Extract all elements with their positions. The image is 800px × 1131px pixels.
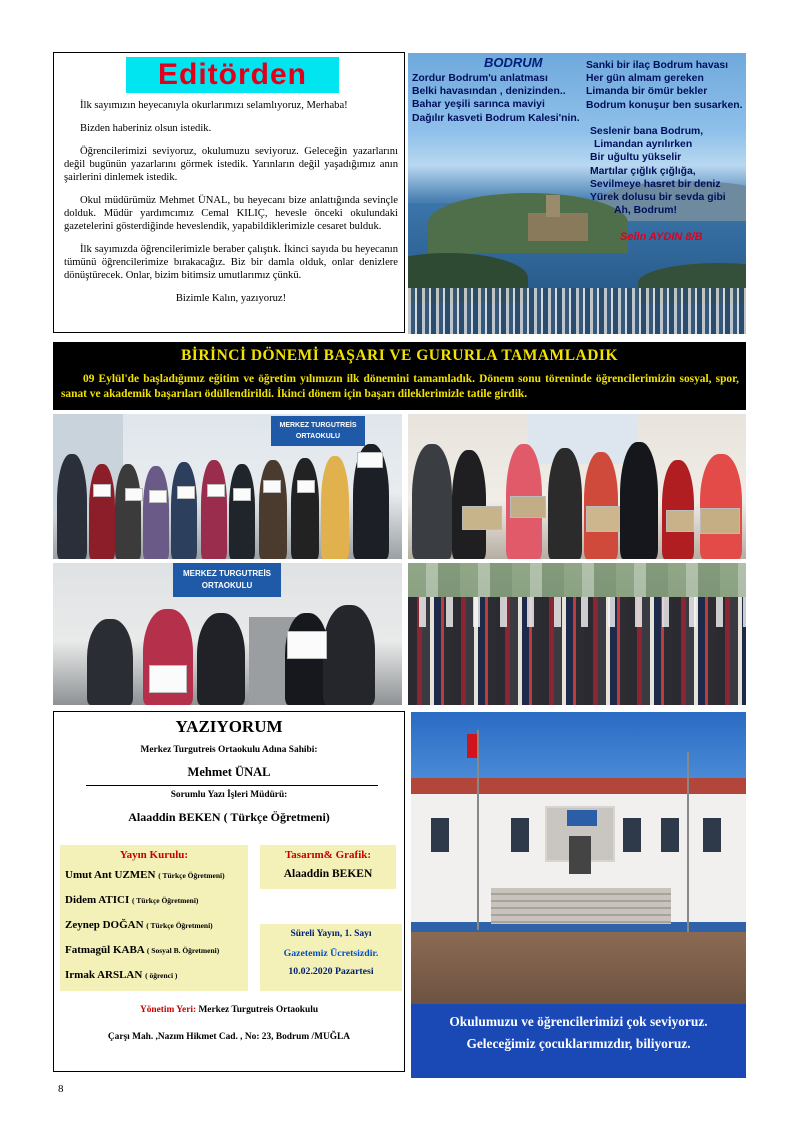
student-figure — [115, 464, 141, 559]
owner-name: Mehmet ÜNAL — [187, 765, 271, 779]
student-figure — [89, 464, 115, 559]
photo-gift-ceremony — [408, 414, 746, 559]
school-sign-board — [567, 810, 597, 826]
board-member: Zeynep DOĞAN ( Türkçe Öğretmeni) — [65, 919, 213, 931]
publication-frequency: Süreli Yayın, 1. Sayı — [290, 929, 372, 939]
student-figure — [197, 613, 245, 705]
board-member: Irmak ARSLAN ( öğrenci ) — [65, 969, 178, 981]
editorial-paragraph: Okul müdürümüz Mehmet ÜNAL, bu heyecanı bize anlattığında sevinçle dolduk. Müdür yardımcımız Cemal KILIÇ, hevesle önceki okulundaki gazetelerini gösterdiğinde heveslendik, yapabildiklerimizle cesaret bulduk. — [64, 195, 398, 232]
harbor-boats — [408, 288, 746, 334]
certificate — [149, 665, 187, 693]
banner-title: BİRİNCİ DÖNEMİ BAŞARI VE GURURLA TAMAMLADIK — [180, 347, 619, 364]
masthead-box — [53, 711, 405, 1072]
photo-students-certificates — [53, 414, 402, 559]
certificate — [149, 490, 167, 503]
banner-line: Geleceğimiz çocuklarımızdır, biliyoruz. — [466, 1036, 691, 1051]
poem-line: Ah, Bodrum! — [614, 205, 677, 217]
gift-package — [510, 496, 546, 518]
poem-line: Limanda bir ömür bekler — [586, 86, 708, 98]
address: Çarşı Mah. ,Nazım Hikmet Cad. , No: 23, Bodrum /MUĞLA — [107, 1032, 351, 1042]
student-figure — [57, 454, 87, 559]
student-figure — [229, 464, 255, 559]
student-figure — [321, 456, 349, 559]
owner-label: Merkez Turgutreis Ortaokulu Adına Sahibi: — [140, 745, 318, 755]
design-name: Alaaddin BEKEN — [283, 868, 373, 880]
turkish-flag — [467, 734, 477, 758]
window — [623, 818, 641, 852]
poem-line: Bodrum konuşur ben susarken. — [586, 99, 743, 111]
gift-package — [700, 508, 740, 534]
certificate — [207, 484, 225, 497]
banner-body: 09 Eylül'de başladığımız eğitim ve öğretim yılımızın ilk dönemini tamamladık. Dönem sonu töreninde öğrencilerimizin sosyal, spor, sanat ve akademik başarıları ödüllendirildi. İkinci dönem için başarı dileklerimizle tatile girdik. — [61, 373, 739, 400]
management-place: Yönetim Yeri: Merkez Turgutreis Ortaokulu — [139, 1005, 319, 1015]
publication-free-note: Gazetemiz Ücretsizdir. — [283, 948, 379, 959]
student-figure — [171, 462, 197, 559]
editorial-paragraph: İlk sayımızın heyecanıyla okurlarımızı selamlıyoruz, Merhaba! — [80, 100, 348, 111]
poem-line: Martılar çığlık çığlığa, — [590, 165, 696, 177]
editorial-box — [53, 52, 405, 333]
board-member: Didem ATICI ( Türkçe Öğretmeni) — [65, 894, 199, 906]
student-figure — [452, 450, 486, 559]
board-title: Yayın Kurulu: — [119, 849, 189, 861]
student-figure — [700, 454, 742, 559]
editor-label: Sorumlu Yazı İşleri Müdürü: — [170, 790, 288, 800]
certificate — [287, 631, 327, 659]
student-figure — [548, 448, 582, 559]
flag-pole — [687, 752, 689, 932]
poem-line: Bir uğultu yükselir — [590, 152, 682, 164]
editorial-board-box — [60, 845, 248, 991]
castle-tower — [546, 195, 560, 217]
principal-figure — [620, 442, 658, 559]
board-member: Fatmagül KABA ( Sosyal B. Öğretmeni) — [65, 944, 220, 956]
editorial-paragraph: İlk sayımızda öğrencilerimizle beraber çalıştık. İkinci sayıda bu heyecanın tümünü öğrencilerimize bırakacağız. Biz bir damla olduk, onlar denizlere dönüştürecek. Onlar, bizim bitimsiz umutlarımız çünkü. — [64, 244, 398, 281]
certificate — [177, 486, 195, 499]
student-figure — [143, 466, 169, 559]
flag-pole — [477, 730, 479, 930]
poem-line: Her gün almam gereken — [586, 73, 704, 85]
newspaper-title: YAZIYORUM — [175, 717, 283, 736]
raised-certificates — [408, 597, 746, 627]
divider — [86, 785, 378, 786]
poem-line: Dağılır kasveti Bodrum Kalesi'nin. — [412, 112, 580, 124]
publication-info-box — [260, 924, 402, 991]
banner-line: Okulumuzu ve öğrencilerimizi çok seviyoruz. — [449, 1014, 708, 1029]
photo-school-building — [411, 712, 746, 1004]
poem-line: Limandan ayrılırken — [594, 139, 693, 151]
design-title: Tasarım& Grafik: — [284, 849, 372, 861]
gift-package — [666, 510, 694, 532]
editorial-body — [64, 99, 398, 315]
bodrum-poem-panel — [408, 53, 746, 334]
school-love-banner — [411, 1004, 746, 1078]
student-figure — [201, 460, 227, 559]
poem-author: Selin AYDIN 8/B — [620, 231, 703, 243]
poem-line: Yürek dolusu bir sevda gibi — [590, 192, 726, 204]
window — [431, 818, 449, 852]
poem-title: BODRUM — [484, 55, 543, 70]
student-figure — [291, 458, 319, 559]
teacher-figure — [412, 444, 452, 559]
editorial-paragraph: Öğrencilerimizi seviyoruz, okulumuzu seviyoruz. Geleceğin yazarlarını değil bugünün yazarlarını görmek istedik. Yarınların değil yaşadığımız anın şairlerini dinlemek istedik. — [64, 146, 398, 183]
student-figure — [259, 460, 287, 559]
certificate — [125, 488, 143, 501]
poem-stanza-2 — [586, 59, 742, 112]
photo-award-group — [53, 563, 402, 705]
poem-line: Zordur Bodrum'u anlatması — [412, 73, 548, 84]
poem-stanza-1 — [412, 72, 580, 125]
gift-package — [462, 506, 502, 530]
certificate — [233, 488, 251, 501]
page-number: 8 — [58, 1083, 64, 1095]
poem-line: Belki havasından , denizinden.. — [412, 86, 566, 98]
poem-stanza-3 — [590, 125, 726, 217]
editorial-signoff: Bizimle Kalın, yazıyoruz! — [175, 293, 287, 304]
certificate — [297, 480, 315, 493]
poem-line: Sevilmeye hasret bir deniz — [590, 178, 721, 190]
schoolyard-ground — [411, 932, 746, 1004]
teacher-figure — [87, 619, 133, 705]
certificate — [357, 452, 383, 468]
building-roof — [411, 778, 746, 794]
certificate — [93, 484, 111, 497]
window — [703, 818, 721, 852]
entrance-door — [569, 836, 591, 874]
poem-line: Bahar yeşili sarınca maviyi — [412, 99, 545, 111]
school-sign: MERKEZ TURGUTREİS ORTAOKULU — [271, 416, 365, 446]
poem-line: Seslenir bana Bodrum, — [590, 126, 704, 137]
editorial-paragraph: Bizden haberiniz olsun istedik. — [80, 123, 212, 134]
publication-date: 10.02.2020 Pazartesi — [288, 966, 374, 977]
semester-banner — [53, 342, 746, 410]
poem-line: Sanki bir ilaç Bodrum havası — [586, 60, 729, 71]
entrance-stairs — [491, 888, 671, 924]
editorial-title: Editörden — [126, 57, 339, 93]
teacher-figure — [323, 605, 375, 705]
wall-window — [528, 414, 638, 464]
gift-package — [586, 506, 620, 532]
editor-name: Alaaddin BEKEN ( Türkçe Öğretmeni) — [128, 810, 330, 824]
certificate — [263, 480, 281, 493]
school-sign: MERKEZ TURGUTREİS ORTAOKULU — [173, 563, 281, 597]
window — [661, 818, 679, 852]
window — [511, 818, 529, 852]
design-credit-box — [260, 845, 396, 889]
bodrum-castle — [528, 213, 588, 241]
photo-student-crowd — [408, 563, 746, 705]
board-member: Umut Ant UZMEN ( Türkçe Öğretmeni) — [65, 869, 225, 881]
